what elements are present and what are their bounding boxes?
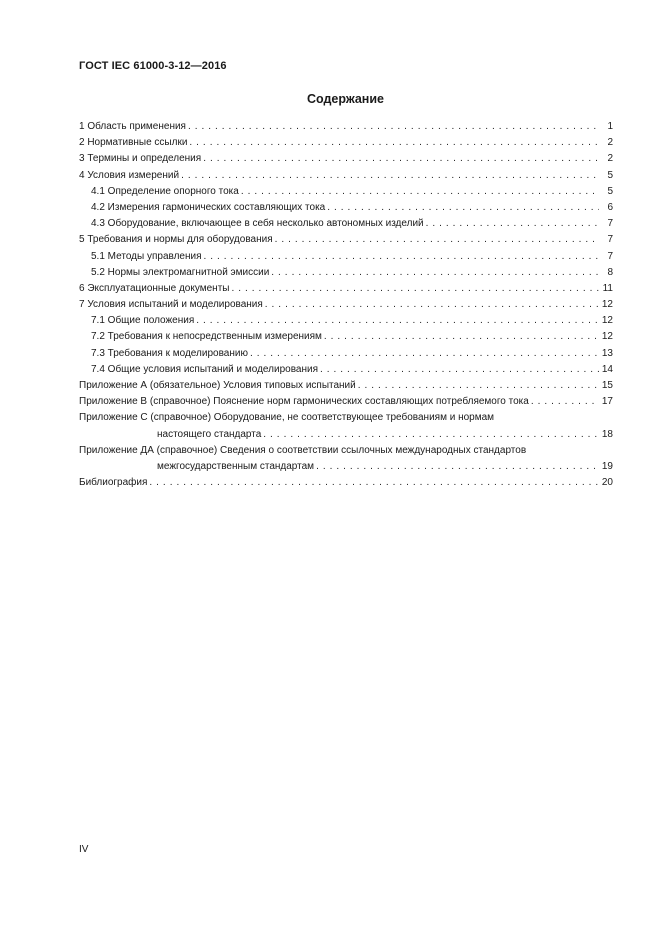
dot-leader [271,265,599,281]
toc-entry-label: Приложение В (справочное) Пояснение норм гармонических составляющих потребляемого тока [79,396,529,408]
toc-entry-label: 4.3 Оборудование, включающее в себя несколько автономных изделий [91,218,424,230]
toc-entry-label: Библиография [79,477,148,489]
toc-page-number: 1 [607,121,613,132]
toc-page-number: 7 [607,250,613,262]
toc-entry-bibliography[interactable] [79,475,613,491]
dot-leader [324,329,599,345]
dot-leader [188,119,599,135]
toc-page-number: 20 [601,477,613,489]
toc-entry-7-4[interactable] [79,362,613,378]
toc-page-number: 2 [607,137,613,149]
dot-leader [149,475,599,491]
toc-page-number: 5 [607,169,613,181]
toc-entry-label: 5.2 Нормы электромагнитной эмиссии [91,266,270,278]
dot-leader [189,135,599,151]
toc-entry-label: 5.1 Методы управления [91,250,202,262]
dot-leader [181,168,599,184]
toc-page-number: 15 [601,380,613,391]
toc-entry-label: 7 Условия испытаний и моделирования [79,299,263,311]
toc-page-number: 19 [601,460,613,472]
dot-leader [358,378,599,394]
toc-entry-4-3[interactable] [79,216,613,232]
toc-entry-label: 4.2 Измерения гармонических составляющих тока [91,201,326,213]
toc-entry-label: Приложение А (обязательное) Условия типовых испытаний [79,380,356,391]
dot-leader [316,459,599,475]
dot-leader [327,200,599,216]
toc-page-number: 7 [607,218,613,230]
toc-entry-5-2[interactable] [79,265,613,281]
table-of-contents [79,119,613,491]
toc-entry-label: 4 Условия измерений [79,169,180,181]
toc-page-number: 2 [607,153,613,165]
dot-leader [531,394,599,410]
toc-entry-4-1[interactable] [79,184,613,200]
toc-entry-7-3[interactable] [79,346,613,362]
toc-page-number: 7 [607,234,613,246]
toc-page-number: 12 [601,315,613,327]
document-header: ГОСТ IEC 61000-3-12—2016 [79,60,227,72]
toc-entry-label: 1 Область применения [79,121,186,132]
toc-entry-7-2[interactable] [79,329,613,345]
dot-leader [204,249,599,265]
toc-entry-label: 7.2 Требования к непосредственным измерениям [91,331,322,343]
dot-leader [231,281,599,297]
dot-leader [263,427,599,443]
toc-entry-5-1[interactable] [79,249,613,265]
toc-entry-label: 4.1 Определение опорного тока [91,185,239,197]
dot-leader [250,346,599,362]
page-number: IV [79,844,89,855]
toc-entry-label-continued: настоящего стандарта [157,428,262,440]
dot-leader [241,184,599,200]
toc-entry-4-2[interactable] [79,200,613,216]
toc-entry-7-1[interactable] [79,313,613,329]
toc-entry-5[interactable] [79,232,613,248]
toc-entry-label: 3 Термины и определения [79,153,202,165]
toc-entry-6[interactable] [79,281,613,297]
dot-leader [275,232,599,248]
dot-leader [196,313,599,329]
toc-page-number: 12 [601,299,613,311]
toc-entry-7[interactable] [79,297,613,313]
dot-leader [265,297,599,313]
toc-entry-4[interactable] [79,168,613,184]
toc-entry-3[interactable] [79,151,613,167]
page-title: Содержание [306,92,384,106]
dot-leader [426,216,599,232]
toc-page-number: 13 [601,347,613,359]
toc-page-number: 6 [607,201,613,213]
toc-page-number: 5 [607,185,613,197]
toc-entry-label: 7.4 Общие условия испытаний и моделирования [91,363,318,375]
toc-entry-appendix-da[interactable] [79,443,613,475]
toc-entry-label: 6 Эксплуатационные документы [79,282,230,294]
toc-page-number: 11 [602,282,613,294]
dot-leader [203,151,599,167]
toc-page-number: 18 [601,428,613,440]
toc-entry-label: Приложение ДА (справочное) Сведения о соответствии ссылочных международных стандартов [79,444,527,456]
toc-page-number: 8 [607,266,613,278]
toc-page-number: 12 [601,331,613,343]
toc-entry-label: 2 Нормативные ссылки [79,137,188,149]
toc-entry-1[interactable] [79,119,613,135]
toc-entry-label: 7.1 Общие положения [91,315,195,327]
toc-entry-appendix-b[interactable] [79,394,613,410]
toc-entry-2[interactable] [79,135,613,151]
toc-entry-label: 7.3 Требования к моделированию [91,347,248,359]
toc-entry-label-continued: межгосударственным стандартам [157,460,315,472]
dot-leader [320,362,599,378]
toc-entry-label: 5 Требования и нормы для оборудования [79,234,273,246]
toc-entry-appendix-a[interactable] [79,378,613,394]
toc-entry-label: Приложение С (справочное) Оборудование, не соответствующее требованиям и нормам [79,412,495,424]
toc-page-number: 14 [601,363,613,375]
toc-page-number: 17 [601,396,613,408]
toc-entry-appendix-c[interactable] [79,410,613,442]
